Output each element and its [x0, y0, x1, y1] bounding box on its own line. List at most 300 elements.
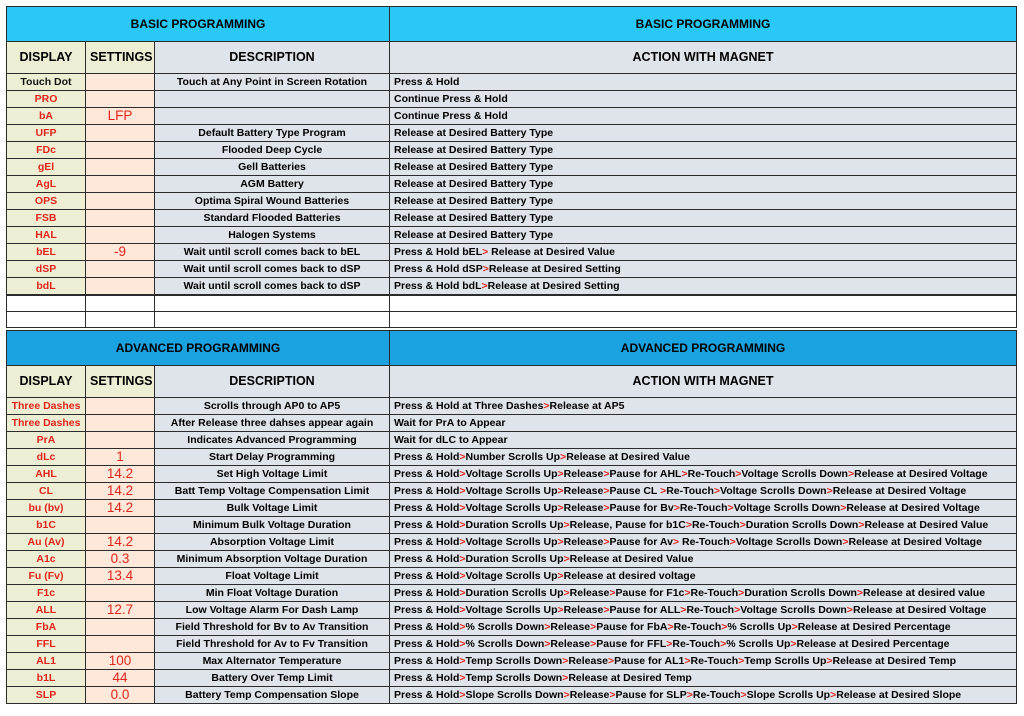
table-row — [7, 159, 1017, 176]
advanced-title-left: ADVANCED PROGRAMMING — [7, 331, 390, 366]
table-row — [7, 261, 1017, 278]
action-text: Wait for PrA to Appear — [394, 417, 506, 429]
action-arrow: > — [543, 400, 550, 412]
action-cell — [390, 568, 1017, 585]
settings-cell: 14.2 — [86, 483, 155, 500]
action-text: Release at Desired Battery Type — [394, 212, 554, 224]
action-text: Temp Scrolls Up — [744, 655, 827, 667]
action-text: Release at Desired Voltage — [854, 468, 988, 480]
action-text: Release at Desired Value — [864, 519, 989, 531]
table-row — [7, 602, 1017, 619]
action-cell — [390, 398, 1017, 415]
basic-title-row — [7, 7, 1017, 42]
display-cell: bA — [7, 108, 86, 125]
action-arrow: > — [729, 536, 736, 548]
action-text: Release at Desired Percentage — [797, 621, 951, 633]
action-text: Continue Press & Hold — [394, 93, 508, 105]
action-arrow: > — [563, 553, 570, 565]
action-text: Press & Hold — [394, 604, 460, 616]
table-row — [7, 517, 1017, 534]
advanced-title-row — [7, 331, 1017, 366]
action-arrow: > — [482, 263, 489, 275]
action-arrow: > — [720, 638, 727, 650]
settings-cell — [86, 91, 155, 108]
action-text: Press & Hold — [394, 587, 460, 599]
action-cell — [390, 534, 1017, 551]
action-arrow: > — [739, 519, 746, 531]
display-cell: AgL — [7, 176, 86, 193]
action-text: % Scrolls Down — [465, 638, 545, 650]
action-text: Re-Touch — [672, 638, 721, 650]
action-arrow: > — [609, 587, 616, 599]
action-arrow: > — [721, 621, 728, 633]
action-text: Pause for FbA — [596, 621, 668, 633]
action-arrow: > — [603, 485, 610, 497]
action-text: Re-Touch — [692, 689, 741, 701]
display-cell: AHL — [7, 466, 86, 483]
table-row — [7, 108, 1017, 125]
display-cell: FFL — [7, 636, 86, 653]
action-text: Release at Desired Battery Type — [394, 144, 554, 156]
settings-cell — [86, 159, 155, 176]
action-text: Release at Desired Voltage — [832, 485, 967, 497]
action-cell — [390, 227, 1017, 244]
action-arrow: > — [738, 587, 745, 599]
header-description: DESCRIPTION — [155, 42, 390, 74]
action-arrow: > — [459, 519, 466, 531]
description-cell: Max Alternator Temperature — [155, 653, 390, 670]
action-cell — [390, 432, 1017, 449]
header-display: DISPLAY — [7, 366, 86, 398]
action-text: Voltage Scrolls Down — [735, 536, 843, 548]
action-arrow: > — [686, 689, 693, 701]
action-arrow: > — [734, 604, 741, 616]
advanced-title-right: ADVANCED PROGRAMMING — [390, 331, 1017, 366]
display-cell: dLc — [7, 449, 86, 466]
settings-cell: 12.7 — [86, 602, 155, 619]
description-cell: Bulk Voltage Limit — [155, 500, 390, 517]
action-text: Temp Scrolls Down — [465, 672, 563, 684]
action-text: Release at Desired Battery Type — [394, 229, 554, 241]
action-text: Release at Desired Value — [569, 553, 694, 565]
action-arrow: > — [459, 570, 466, 582]
action-text: Duration Scrolls Up — [465, 553, 564, 565]
action-text: Release at Desired Battery Type — [394, 178, 554, 190]
action-arrow: > — [790, 638, 797, 650]
action-text: Voltage Scrolls Up — [465, 502, 558, 514]
action-cell — [390, 466, 1017, 483]
table-row — [7, 500, 1017, 517]
basic-title-right: BASIC PROGRAMMING — [390, 7, 1017, 42]
display-cell: OPS — [7, 193, 86, 210]
action-arrow: > — [562, 672, 569, 684]
description-cell: Min Float Voltage Duration — [155, 585, 390, 602]
display-cell: dSP — [7, 261, 86, 278]
action-text: Voltage Scrolls Up — [465, 468, 558, 480]
table-row — [7, 534, 1017, 551]
display-cell: UFP — [7, 125, 86, 142]
action-text: Duration Scrolls Up — [465, 519, 564, 531]
action-text: Re-Touch — [690, 587, 739, 599]
action-text: % Scrolls Up — [727, 621, 792, 633]
action-arrow: > — [563, 689, 570, 701]
action-cell — [390, 74, 1017, 91]
settings-cell: 1 — [86, 449, 155, 466]
action-arrow: > — [847, 468, 855, 480]
action-arrow: > — [740, 689, 747, 701]
action-arrow: > — [840, 502, 847, 514]
action-text: Temp Scrolls Down — [465, 655, 563, 667]
spacer-table — [6, 295, 1017, 328]
action-arrow: > — [735, 468, 742, 480]
header-description: DESCRIPTION — [155, 366, 390, 398]
action-text: Re-Touch — [691, 519, 740, 531]
action-text: Release — [550, 638, 591, 650]
action-text: Slope Scrolls Down — [465, 689, 564, 701]
action-cell — [390, 602, 1017, 619]
settings-cell: 13.4 — [86, 568, 155, 585]
action-text: Release — [563, 468, 604, 480]
description-cell: Field Threshold for Av to Fv Transition — [155, 636, 390, 653]
action-text: Release at desired value — [863, 587, 986, 599]
action-text: Voltage Scrolls Up — [465, 570, 558, 582]
action-text: Release at Desired Temp — [832, 655, 957, 667]
action-cell — [390, 210, 1017, 227]
table-row — [7, 653, 1017, 670]
description-cell: Indicates Advanced Programming — [155, 432, 390, 449]
action-cell — [390, 517, 1017, 534]
settings-cell — [86, 193, 155, 210]
table-row — [7, 551, 1017, 568]
settings-cell — [86, 432, 155, 449]
description-cell: Minimum Bulk Voltage Duration — [155, 517, 390, 534]
description-cell: Set High Voltage Limit — [155, 466, 390, 483]
display-cell: PRO — [7, 91, 86, 108]
settings-cell: 14.2 — [86, 500, 155, 517]
action-text: Press & Hold — [394, 672, 460, 684]
action-arrow: > — [791, 621, 798, 633]
action-text: Release at Desired Battery Type — [394, 127, 554, 139]
table-row — [7, 670, 1017, 687]
action-cell — [390, 585, 1017, 602]
advanced-header-row — [7, 366, 1017, 398]
action-cell — [390, 653, 1017, 670]
description-cell: Optima Spiral Wound Batteries — [155, 193, 390, 210]
action-text: Duration Scrolls Down — [744, 587, 857, 599]
action-text: Release — [563, 536, 604, 548]
display-cell: F1c — [7, 585, 86, 602]
action-arrow: > — [557, 468, 564, 480]
description-cell: Halogen Systems — [155, 227, 390, 244]
settings-cell — [86, 142, 155, 159]
action-text: Release at Desired Percentage — [796, 638, 950, 650]
action-arrow: > — [459, 485, 466, 497]
table-row — [7, 91, 1017, 108]
display-cell: Three Dashes — [7, 415, 86, 432]
settings-cell — [86, 517, 155, 534]
action-text: Pause for FFL — [596, 638, 667, 650]
action-text: Release at Desired Battery Type — [394, 195, 554, 207]
settings-cell: LFP — [86, 108, 155, 125]
display-cell: FbA — [7, 619, 86, 636]
action-text: Press & Hold — [394, 519, 460, 531]
action-cell — [390, 670, 1017, 687]
header-settings: SETTINGS — [86, 42, 155, 74]
table-row — [7, 568, 1017, 585]
display-cell: bEL — [7, 244, 86, 261]
action-cell — [390, 142, 1017, 159]
action-arrow: > — [459, 655, 466, 667]
display-cell: SLP — [7, 687, 86, 704]
settings-cell — [86, 176, 155, 193]
action-text: Slope Scrolls Up — [746, 689, 831, 701]
action-arrow: > — [660, 485, 667, 497]
action-arrow: > — [856, 587, 864, 599]
action-arrow: > — [482, 246, 489, 258]
action-text: Pause for AHL — [609, 468, 682, 480]
table-row — [7, 449, 1017, 466]
table-row — [7, 585, 1017, 602]
description-cell: Batt Temp Voltage Compensation Limit — [155, 483, 390, 500]
display-cell: FSB — [7, 210, 86, 227]
settings-cell — [86, 585, 155, 602]
action-arrow: > — [590, 621, 597, 633]
action-arrow: > — [672, 536, 680, 548]
table-row — [7, 210, 1017, 227]
action-text: Release at Desired Setting — [487, 280, 620, 292]
action-arrow: > — [826, 485, 833, 497]
action-text: Release at Desired Setting — [488, 263, 621, 275]
action-text: Number Scrolls Up — [465, 451, 561, 463]
description-cell: Start Delay Programming — [155, 449, 390, 466]
action-arrow: > — [603, 468, 610, 480]
header-settings: SETTINGS — [86, 366, 155, 398]
action-arrow: > — [609, 689, 616, 701]
action-text: Re-Touch — [686, 604, 735, 616]
action-text: Press & Hold dSP — [394, 263, 483, 275]
table-row — [7, 483, 1017, 500]
programming-sheet — [6, 6, 1016, 704]
action-cell — [390, 415, 1017, 432]
action-arrow: > — [603, 536, 610, 548]
action-arrow: > — [459, 536, 466, 548]
description-cell: Touch at Any Point in Screen Rotation — [155, 74, 390, 91]
action-arrow: > — [680, 604, 687, 616]
table-row — [7, 193, 1017, 210]
action-cell — [390, 500, 1017, 517]
settings-cell — [86, 636, 155, 653]
action-arrow: > — [459, 638, 466, 650]
action-text: Press & Hold — [394, 468, 460, 480]
basic-programming-table — [6, 6, 1017, 295]
action-text: Pause for SLP — [615, 689, 687, 701]
action-arrow: > — [544, 638, 551, 650]
action-text: Release — [569, 689, 610, 701]
action-cell — [390, 636, 1017, 653]
table-row — [7, 687, 1017, 704]
action-arrow: > — [560, 451, 567, 463]
action-text: Release — [563, 502, 604, 514]
action-text: Re-Touch — [690, 655, 739, 667]
action-arrow: > — [738, 655, 745, 667]
description-cell — [155, 108, 390, 125]
action-arrow: > — [563, 519, 570, 531]
action-arrow: > — [603, 502, 610, 514]
description-cell: Default Battery Type Program — [155, 125, 390, 142]
action-text: Pause CL — [609, 485, 661, 497]
description-cell: Wait until scroll comes back to dSP — [155, 261, 390, 278]
action-text: Release — [568, 655, 609, 667]
action-text: Press & Hold — [394, 570, 460, 582]
description-cell — [155, 91, 390, 108]
action-text: % Scrolls Up — [726, 638, 791, 650]
display-cell: Au (Av) — [7, 534, 86, 551]
action-text: Release — [563, 604, 604, 616]
action-text: Wait for dLC to Appear — [394, 434, 508, 446]
action-arrow: > — [590, 638, 597, 650]
action-text: Pause for ALL — [609, 604, 681, 616]
action-arrow: > — [459, 587, 466, 599]
description-cell: Minimum Absorption Voltage Duration — [155, 551, 390, 568]
action-arrow: > — [557, 570, 564, 582]
settings-cell: 0.0 — [86, 687, 155, 704]
action-cell — [390, 193, 1017, 210]
action-arrow: > — [557, 604, 564, 616]
action-text: Re-Touch — [673, 621, 722, 633]
action-cell — [390, 483, 1017, 500]
description-cell: Float Voltage Limit — [155, 568, 390, 585]
display-cell: b1C — [7, 517, 86, 534]
settings-cell — [86, 398, 155, 415]
settings-cell — [86, 227, 155, 244]
action-arrow: > — [459, 604, 466, 616]
action-text: Press & Hold — [394, 485, 460, 497]
action-arrow: > — [459, 621, 466, 633]
settings-cell — [86, 125, 155, 142]
action-text: Voltage Scrolls Up — [465, 536, 558, 548]
table-row — [7, 278, 1017, 295]
action-arrow: > — [673, 502, 680, 514]
action-arrow: > — [557, 485, 564, 497]
table-row — [7, 415, 1017, 432]
description-cell: After Release three dahses appear again — [155, 415, 390, 432]
display-cell: CL — [7, 483, 86, 500]
action-cell — [390, 159, 1017, 176]
settings-cell — [86, 261, 155, 278]
table-row — [7, 398, 1017, 415]
action-text: Press & Hold — [394, 638, 460, 650]
settings-cell: 44 — [86, 670, 155, 687]
display-cell: Touch Dot — [7, 74, 86, 91]
action-arrow: > — [858, 519, 865, 531]
action-arrow: > — [562, 655, 569, 667]
action-arrow: > — [459, 502, 466, 514]
action-text: Re-Touch — [687, 468, 736, 480]
action-text: Release — [550, 621, 591, 633]
action-text: % Scrolls Down — [465, 621, 545, 633]
action-cell — [390, 108, 1017, 125]
action-text: Voltage Scrolls Up — [465, 485, 558, 497]
settings-cell — [86, 415, 155, 432]
action-text: Pause for AL1 — [614, 655, 685, 667]
action-text: Release, Pause for b1C — [569, 519, 686, 531]
display-cell: ALL — [7, 602, 86, 619]
action-arrow: > — [685, 519, 692, 531]
action-cell — [390, 551, 1017, 568]
action-text: Duration Scrolls Up — [465, 587, 564, 599]
action-arrow: > — [666, 638, 673, 650]
description-cell: Battery Over Temp Limit — [155, 670, 390, 687]
table-row — [7, 466, 1017, 483]
settings-cell: 0.3 — [86, 551, 155, 568]
action-text: Press & Hold bdL — [394, 280, 482, 292]
header-action: ACTION WITH MAGNET — [390, 366, 1017, 398]
settings-cell — [86, 210, 155, 227]
action-arrow: > — [481, 280, 488, 292]
action-arrow: > — [667, 621, 674, 633]
settings-cell — [86, 278, 155, 295]
action-cell — [390, 687, 1017, 704]
action-arrow: > — [684, 655, 691, 667]
header-display: DISPLAY — [7, 42, 86, 74]
display-cell: A1c — [7, 551, 86, 568]
display-cell: FDc — [7, 142, 86, 159]
description-cell: Flooded Deep Cycle — [155, 142, 390, 159]
action-arrow: > — [826, 655, 833, 667]
action-arrow: > — [727, 502, 734, 514]
action-text: Press & Hold — [394, 689, 460, 701]
basic-title-left: BASIC PROGRAMMING — [7, 7, 390, 42]
action-text: Re-Touch — [679, 502, 728, 514]
action-arrow: > — [684, 587, 691, 599]
action-text: Release at Desired Value — [566, 451, 690, 463]
action-cell — [390, 261, 1017, 278]
advanced-programming-table — [6, 330, 1017, 704]
action-arrow: > — [459, 672, 466, 684]
action-text: Voltage Scrolls Down — [733, 502, 841, 514]
header-action: ACTION WITH MAGNET — [390, 42, 1017, 74]
action-cell — [390, 176, 1017, 193]
action-text: Voltage Scrolls Down — [741, 468, 848, 480]
action-text: Press & Hold — [394, 76, 460, 88]
action-text: Release at Desired Voltage — [846, 502, 980, 514]
table-row — [7, 74, 1017, 91]
table-row — [7, 125, 1017, 142]
table-row — [7, 142, 1017, 159]
action-arrow: > — [459, 689, 466, 701]
settings-cell: -9 — [86, 244, 155, 261]
action-arrow: > — [830, 689, 837, 701]
settings-cell: 14.2 — [86, 534, 155, 551]
display-cell: bdL — [7, 278, 86, 295]
table-row — [7, 636, 1017, 653]
settings-cell: 100 — [86, 653, 155, 670]
table-row — [7, 227, 1017, 244]
action-text: Press & Hold — [394, 553, 460, 565]
action-text: Release at AP5 — [549, 400, 625, 412]
display-cell: AL1 — [7, 653, 86, 670]
action-text: Release at Desired Slope — [836, 689, 962, 701]
action-text: Voltage Scrolls Up — [465, 604, 558, 616]
display-cell: b1L — [7, 670, 86, 687]
action-arrow: > — [557, 502, 564, 514]
action-text: Press & Hold — [394, 502, 460, 514]
action-text: Release — [569, 587, 610, 599]
action-arrow: > — [563, 587, 570, 599]
settings-cell: 14.2 — [86, 466, 155, 483]
display-cell: gEl — [7, 159, 86, 176]
settings-cell — [86, 619, 155, 636]
